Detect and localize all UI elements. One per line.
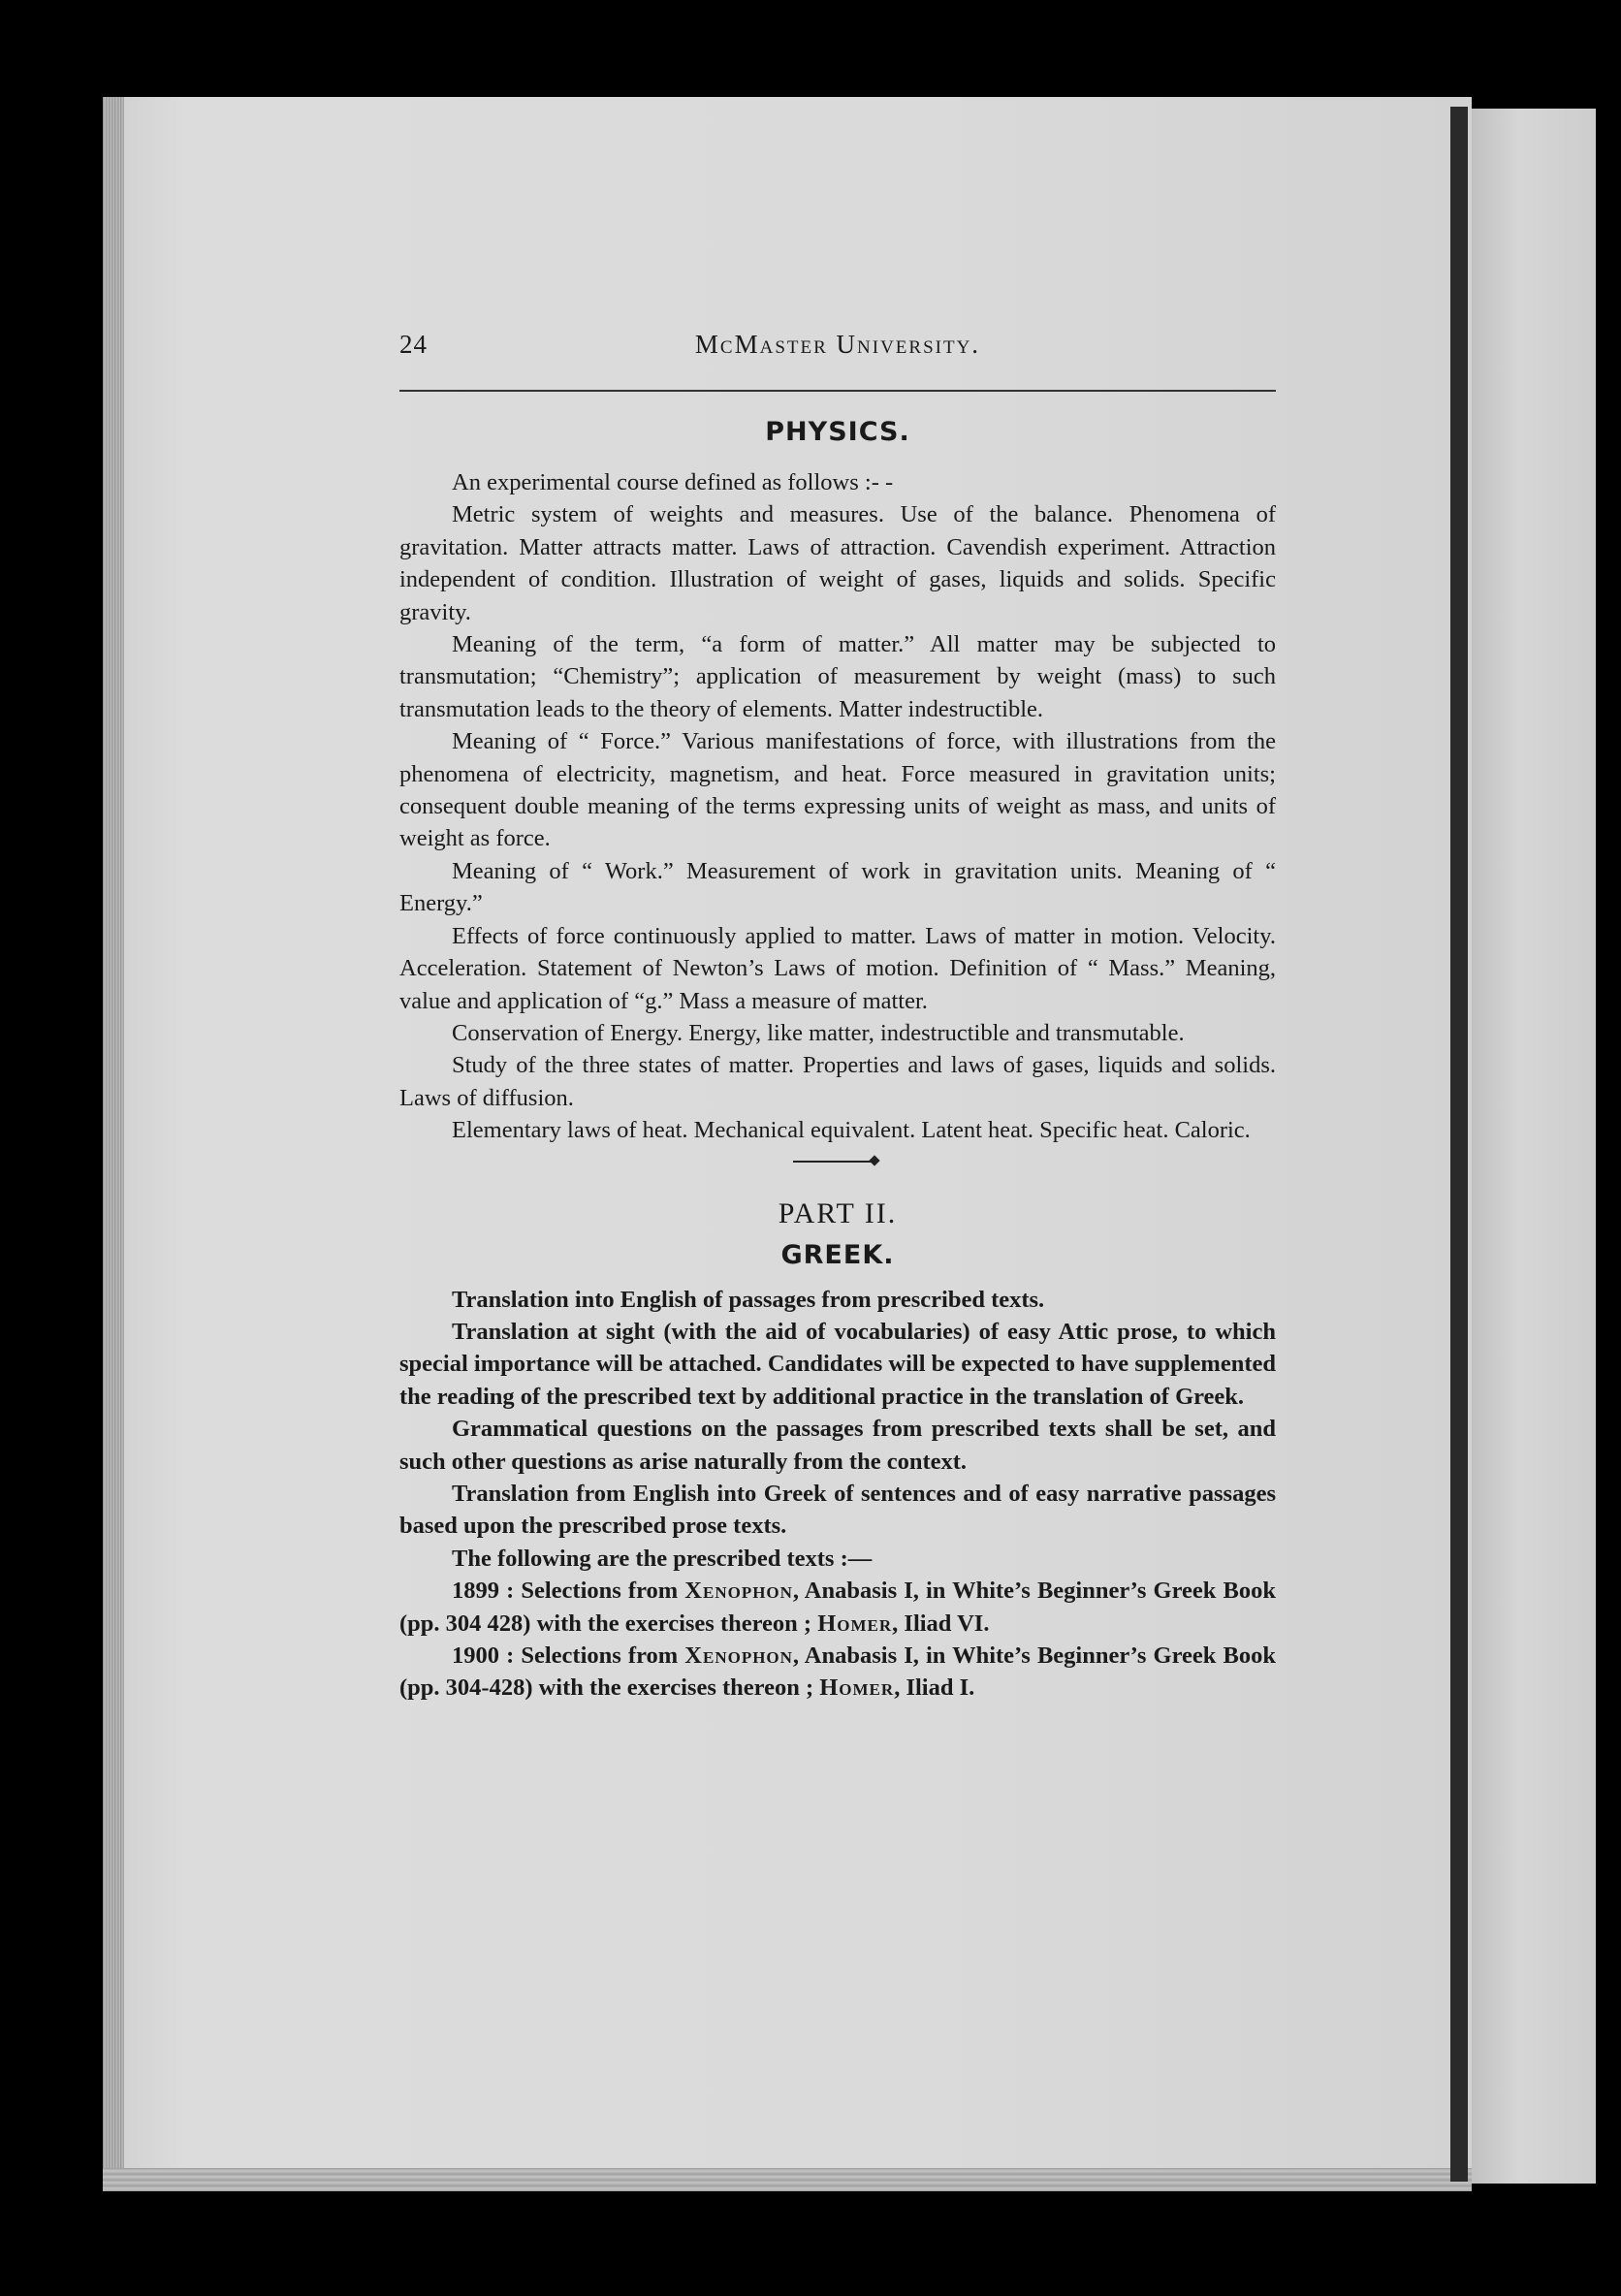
header-rule: [399, 390, 1276, 392]
physics-paragraph: Meaning of “ Force.” Various manifestations of force, with illustrations from the phenomena of electricity, magnetism, and heat. Force measured in gravitation units; consequent double meaning of the terms expressing units of weight as mass, and units of weight as force.: [399, 728, 1276, 852]
entry-author: Homer: [819, 1674, 895, 1702]
page-text: [399, 320, 1276, 1705]
page-number: 24: [399, 330, 428, 359]
page-stack-left: [103, 97, 124, 2191]
physics-paragraph: Meaning of the term, “a form of matter.” All matter may be subjected to transmutation; “Chemistry”; application of measurement by weight (mass) to such transmutation leads to the theory of elements. Matter indestructible.: [399, 631, 1276, 722]
part-heading: PART II.: [778, 1196, 898, 1229]
entry-mid: , Anabasis I, in White’s Beginner’s Greek Book (pp. 304 428) with the exercises thereon ;: [399, 1578, 1276, 1637]
greek-paragraph: Translation at sight (with the aid of vocabularies) of easy Attic prose, to which special importance will be attached. Candidates will be expected to have supplemented the reading of the prescribed text by additional practice in the translation of Greek.: [399, 1318, 1276, 1410]
greek-section: [399, 1284, 1276, 1705]
prescribed-text-entry: [399, 1640, 1276, 1705]
physics-paragraph: Elementary laws of heat. Mechanical equivalent. Latent heat. Specific heat. Caloric.: [452, 1117, 1251, 1144]
greek-paragraph: Grammatical questions on the passages from prescribed texts shall be set, and such other questions as arise naturally from the context.: [399, 1416, 1276, 1475]
physics-paragraph: An experimental course defined as follows :- -: [452, 469, 894, 495]
physics-paragraph: Study of the three states of matter. Properties and laws of gases, liquids and solids. Laws of diffusion.: [399, 1052, 1276, 1111]
section-ornament: [793, 1155, 882, 1168]
entry-mid: , Anabasis I, in White’s Beginner’s Greek Book (pp. 304-428) with the exercises thereon ;: [399, 1642, 1276, 1702]
entry-year: 1900 :: [452, 1642, 515, 1669]
running-head: [399, 320, 1276, 378]
physics-heading: PHYSICS.: [765, 417, 910, 447]
entry-author: Homer: [817, 1610, 893, 1637]
entry-author: Xenophon: [684, 1578, 793, 1605]
entry-pre: Selections from: [521, 1578, 679, 1605]
greek-paragraph: Translation from English into Greek of sentences and of easy narrative passages based upon the prescribed prose texts.: [399, 1480, 1276, 1540]
physics-paragraph: Meaning of “ Work.” Measurement of work in gravitation units. Meaning of “ Energy.”: [399, 857, 1276, 917]
entry-pre: Selections from: [521, 1642, 679, 1669]
greek-paragraph: The following are the prescribed texts :—: [452, 1545, 873, 1572]
book-gutter: [1450, 107, 1468, 2182]
facing-page-edge: [1468, 109, 1596, 2184]
prescribed-text-entry: [399, 1575, 1276, 1640]
physics-paragraph: Effects of force continuously applied to matter. Laws of matter in motion. Velocity. Acceleration. Statement of Newton’s Laws of motion. Definition of “ Mass.” Meaning, value and application of “g.” Mass a measure of matter.: [399, 922, 1276, 1014]
entry-year: 1899 :: [452, 1578, 515, 1605]
entry-author: Xenophon: [684, 1642, 793, 1669]
greek-paragraph: Translation into English of passages from prescribed texts.: [452, 1286, 1045, 1313]
page-stack-bottom: [103, 2168, 1472, 2191]
entry-post: , Iliad VI.: [892, 1610, 990, 1637]
physics-paragraph: Metric system of weights and measures. Use of the balance. Phenomena of gravitation. Matter attracts matter. Laws of attraction. Cavendish experiment. Attraction independent of condition. Illustration of weight of gases, liquids and solids. Specific gravity.: [399, 501, 1276, 625]
entry-post: , Iliad I.: [894, 1674, 975, 1702]
physics-section: [399, 466, 1276, 1147]
physics-paragraph: Conservation of Energy. Energy, like matter, indestructible and transmutable.: [452, 1019, 1185, 1046]
greek-heading: GREEK.: [780, 1239, 895, 1270]
running-title: McMaster University.: [694, 330, 981, 359]
